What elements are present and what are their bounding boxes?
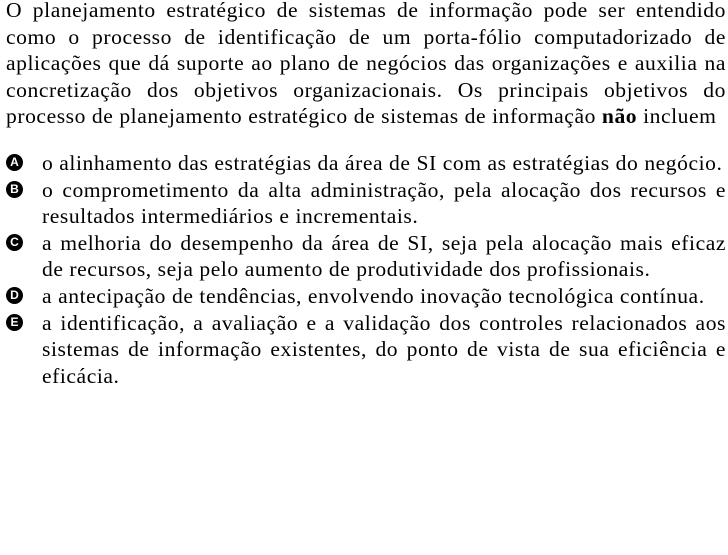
option-a[interactable] — [6, 150, 726, 177]
option-d-text: a antecipação de tendências, envolvendo inovação tecnológica contínua. — [42, 283, 705, 308]
question-stem — [6, 0, 726, 130]
option-b-letter-icon: B — [6, 181, 23, 198]
option-a-letter-icon: A — [6, 154, 23, 171]
question-stem-ending: incluem — [637, 104, 717, 129]
option-e-letter-icon: E — [6, 314, 23, 331]
question-stem-text: O planejamento estratégico de sistemas de informação pode ser entendido como o processo de identificação de um porta-fólio computadorizado de aplicações que dá suporte ao plano de negócios das organizações e auxilia na concretização dos objetivos organizacionais. Os principais objetivos do processo de planejamento estratégico de sistemas de informação — [6, 0, 726, 129]
question-page — [6, 0, 726, 389]
option-b[interactable] — [6, 177, 726, 230]
option-e[interactable] — [6, 310, 726, 390]
question-stem-negation: não — [601, 104, 638, 129]
option-c[interactable] — [6, 230, 726, 283]
answer-options — [6, 150, 726, 389]
option-e-text: a identificação, a avaliação e a validação dos controles relacionados aos sistemas de informação existentes, do ponto de vista de sua eficiência e eficácia. — [42, 310, 726, 388]
option-c-letter-icon: C — [6, 234, 23, 251]
option-c-text: a melhoria do desempenho da área de SI, seja pela alocação mais eficaz de recursos, seja pelo aumento de produtividade dos profissionais. — [42, 230, 726, 282]
option-a-text: o alinhamento das estratégias da área de SI com as estratégias do negócio. — [42, 150, 723, 175]
option-b-text: o comprometimento da alta administração, pela alocação dos recursos e resultados intermediários e incrementais. — [42, 177, 726, 229]
option-d[interactable] — [6, 283, 726, 310]
option-d-letter-icon: D — [6, 287, 23, 304]
